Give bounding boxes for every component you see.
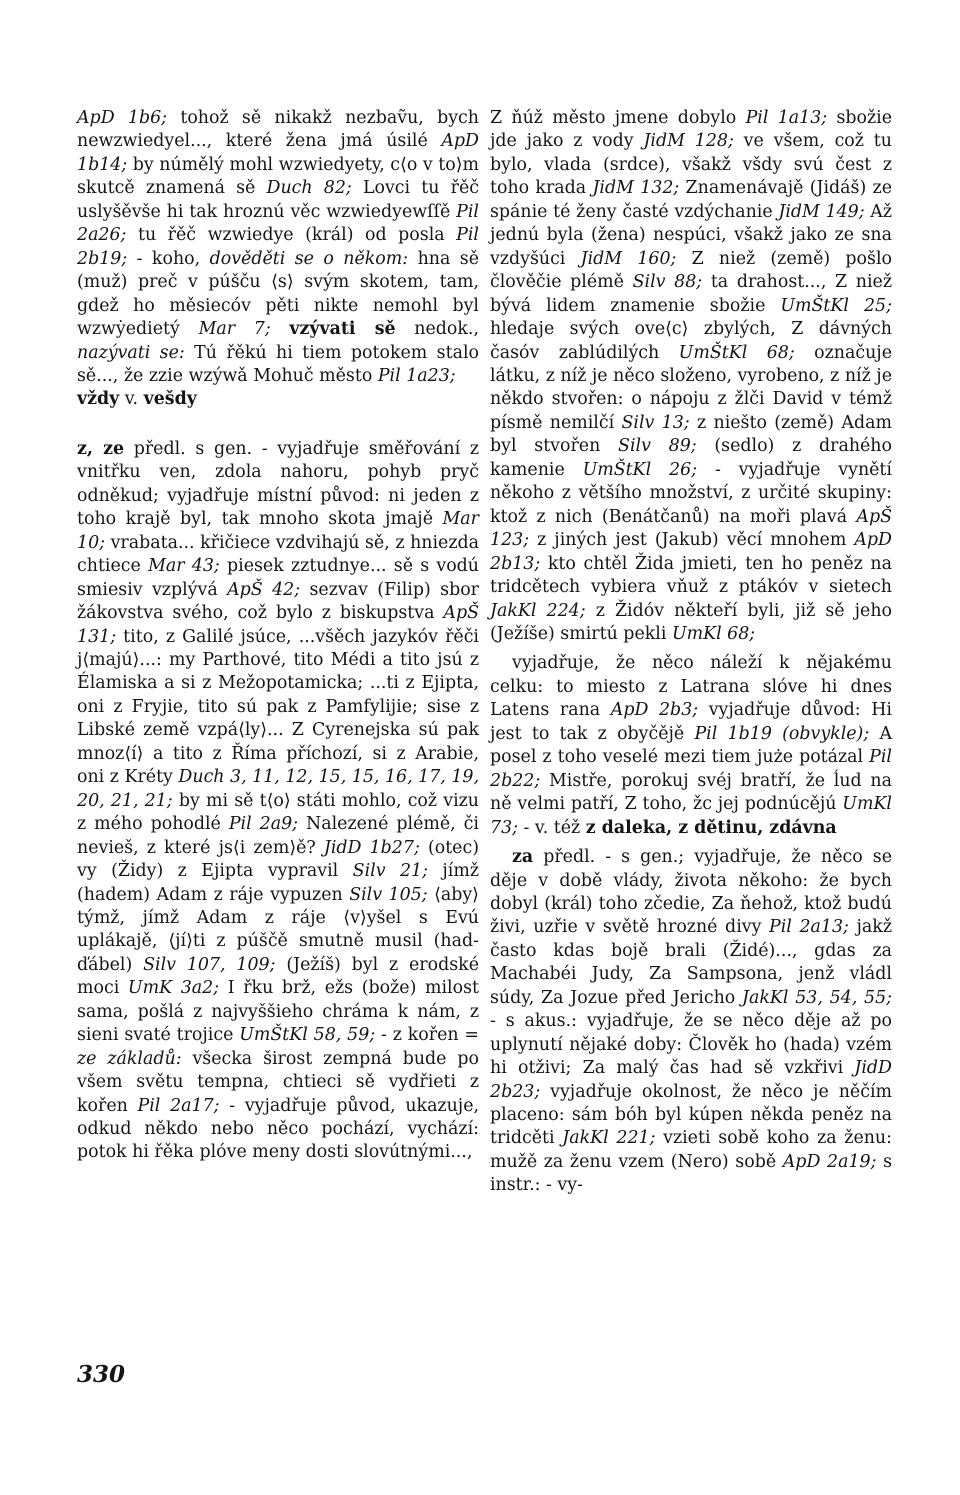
entry-za: za předl. - s gen.; vyjadřuje, že něco se děje v době vlády, života někoho: že bych dobyl (král) toho zčedie, Za ňehož, ktož budú živi, uzřie v světě hrozné divy Pil 2a13; jakž často kdas bojě brali (Židé)..., gdas za Machabéi Judy, Za Sampsona, jenž vládl súdy, Za Jozue před Jericho JakKl 53, 54, 55; - s akus.: vyjadřuje, že se něco děje až po uplynutí nějaké doby: Člověk ho (hada) vzém hi otživi; Za malý čas had sě vzkřivi JidD 2b23; vyjadřuje okolnost, že něco je něčím placeno: sám bóh byl kúpen někda peněz na tridcěti JakKl 221; vzieti sobě koho za ženu: mužě za ženu vzem (Nero) sobě ApD 2a19; s instr.: - vy- (490, 847, 892, 1196)
entry-z-continued: Z ňúž město jmene dobylo Pil 1a13; sbožie jde jako z vody JidM 128; ve všem, což tu bylo, vlada (srdce), všakž všdy svú čest z toho krada JidM 132; Znamenávajě (Jidáš) ze spánie té ženy časté vzdýchanie JidM 149; Až jednú byla (žena) nespúci, všakž jako ze sna vzdyšúci JidM 160; Z niež (země) pošlo člověčie plémě Silv 88; ta drahost..., Z niež bývá lidem znamenie sbožie UmŠtKl 25; hledaje svých ove⟨c⟩ zbylých, Z dávných časóv zablúdilých UmŠtKl 68; označuje látku, z níž je něco složeno, vyrobeno, z níž je někdo stvořen: o nápoju z žlči David v témž písmě nemilčí Silv 13; z niešto (země) Adam byl stvořen Silv 89; (sedlo) z drahého kamenie UmŠtKl 26; - vyjadřuje vynětí někoho z většího množství, z určité skupiny: ktož z nich (Benátčanů) na moři plavá ApŠ 123; z jiných jest (Jakub) věcí mnohem ApD 2b13; kto chtěl Žida jmieti, ten ho peněz na tridcětech vybiera vňuž z ptákóv v sietech JakKl 224; z Židóv někteří byli, již sě jeho (Ježíše) smirtú pekli UmKl 68; (490, 108, 893, 644)
entry-vzvedeti-continued: ApD 1b6; tohož sě nikakž nezbaṽu, bych newzwiedyel..., které žena jmá úsilé ApD 1b14; by númělý mohl wzwiedyety, c⟨o v to⟩m skutcě znamená sě Duch 82; Lovci tu řěč uslyšěvše hi tak hroznú věc wzwiedyewſſě Pil 2a26; tu řěč wzwiedye (král) od posla Pil 2b19; - koho, dověděti se o někom: hna sě (muž) preč v púšču ⟨s⟩ svým skotem, tam, gdež ho měsiecóv pěti nikte nemohl byl wzwẏedietý Mar 7; vzývati sě nedok., nazývati se: Tú řěkú hi tiem potokem stalo sě..., že zzie wzýwǎ Mohuč město Pil 1a23; (77, 108, 479, 386)
entry-vzdy: vždy v. vešdy (77, 389, 197, 410)
entry-z-celek-duvod: vyjadřuje, že něco náleží k nějakému celku: to miesto z Latrana slóve hi dnes Latens rana ApD 2b3; vyjadřuje důvod: Hi jest to tak z obyčějě Pil 1b19 (obvykle); A posel z toho veselé mezi tiem jużе potázal Pil 2b22; Mistře, porokuj svéj bratří, že ĺud na ně velmi patří, Z toho, žc jej podnúcějú UmKl 73; - v. též z daleka, z dětinu, zdávna (490, 653, 893, 838)
right-column (490, 107, 892, 1198)
left-column (77, 107, 479, 1165)
page-number: 330 (77, 1361, 126, 1388)
entry-z-ze: z, ze předl. s gen. - vyjadřuje směřování z vnitřku ven, zdola nahoru, pohyb pryč odněkud; vyjadřuje místní původ: ni jeden z toho krajě byl, tak mnoho skota jmajě Mar 10; vrabata... křičiece vzdvihajú sě, z hniezda chtiece Mar 43; piesek zztudnye... sě s vodú smiesiv vzplývá ApŠ 42; sezvav (Filip) sbor žákovstva svého, což bylo z biskupstva ApŠ 131; tito, z Galilé jsúce, ...všěch jazykóv řěči j⟨majú⟩...: my Parthové, tito Médi a tito jsú z Élamiska a si z Mežopotamicka; ...ti z Ejipta, oni z Fryjie, tito sú pak z Pamfylijie; sise z Libské země vzpá⟨ly⟩... Z Cyrenejska sú pak mnoz⟨í⟩ a tito z Říma příchozí, si z Arabie, oni z Kréty Duch 3, 11, 12, 15, 15, 16, 17, 19, 20, 21, 21; by mi sě t⟨o⟩ státi mohlo, což vizu z mého pohodlé Pil 2a9; Nalezené plémě, či nevieš, z které js⟨i zem⟩ě? JidD 1b27; (otec) vy (Židy) z Ejipta vypravil Silv 21; jímž (hadem) Adam z ráje vypuzen Silv 105; ⟨aby⟩ týmž, jímž Adam z ráje ⟨v⟩yšel s Evú uplákajě, ⟨jí⟩ti z púščě smutně musil (had-ďábel) Silv 107, 109; (Ježíš) byl z erodské moci UmK 3a2; I řku brž, ežs (bože) milost sama, pošlá z najvyššieho chráma k nám, z sieni svaté trojice UmŠtKl 58, 59; - z kořen = ze základů: všecka širost zempná bude po všem světu tempna, chtieci sě vydřieti z kořen Pil 2a17; - vyjadřuje původ, ukazuje, odkud někdo nebo něco pochází, vychází: potok hi řěka plóve meny dosti slovútnými..., (77, 438, 480, 1163)
